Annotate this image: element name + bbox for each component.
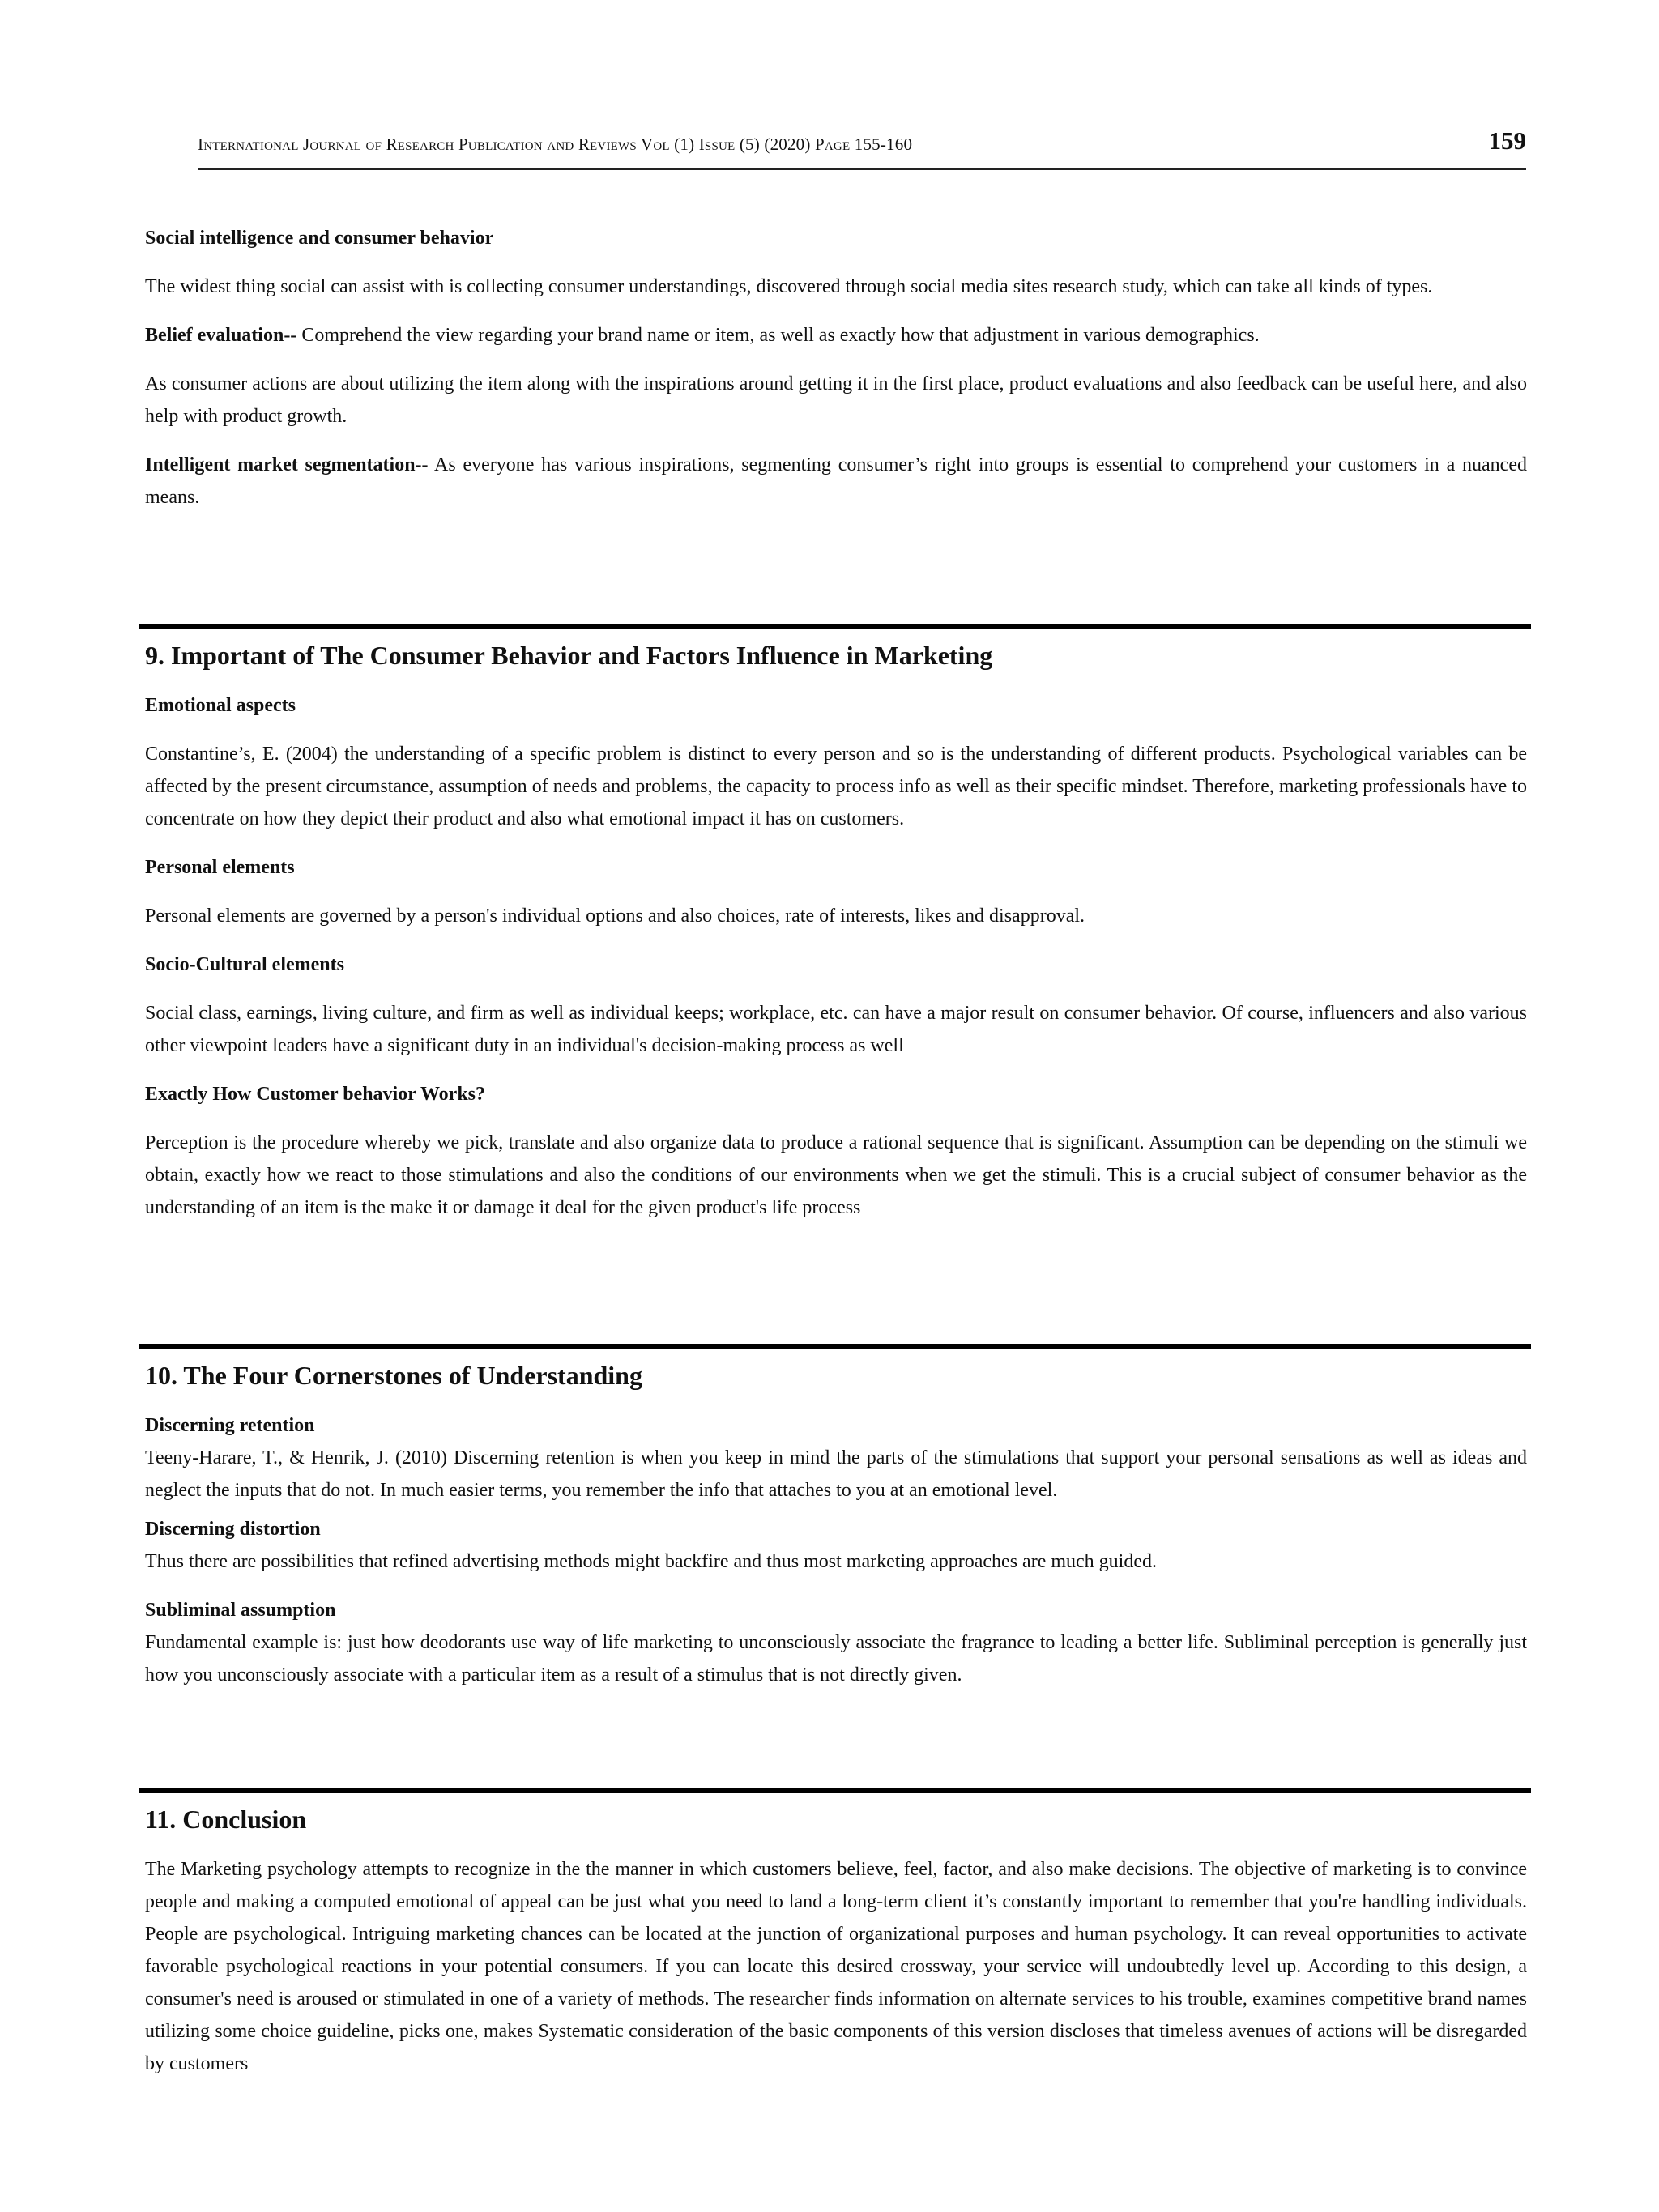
paragraph: Belief evaluation-- Comprehend the view regarding your brand name or item, as well as exactly how that adjustment in various demographics. (145, 325, 1260, 346)
section-9 (139, 624, 1531, 1224)
page-number: 159 (1488, 126, 1526, 155)
paragraph: Social class, earnings, living culture, and firm as well as individual keeps; workplace, etc. can have a major result on consumer behavior. Of course, influencers and also various other viewpoint leaders have a significant duty in an individual's decision-making process as well (145, 1003, 1527, 1056)
subsection-heading: Discerning distortion (145, 1519, 321, 1540)
section-rule (139, 1344, 1531, 1349)
paragraph: Personal elements are governed by a person's individual options and also choices, rate of interests, likes and disapproval. (145, 906, 1085, 927)
lead-term: Belief evaluation-- (145, 325, 297, 346)
section-title: 9. Important of The Consumer Behavior and Factors Influence in Marketing (145, 641, 993, 670)
paragraph: Perception is the procedure whereby we pick, translate and also organize data to produce a rational sequence that is significant. Assumption can be depending on the stimuli we obtain, exactly how we react to those stimulations and also the conditions of our environments when we get the stimuli. This is a crucial subject of consumer behavior as the understanding of an item is the make it or damage it deal for the given product's life process (145, 1132, 1527, 1218)
section-rule (139, 624, 1531, 629)
section-11 (139, 1788, 1531, 2080)
paragraph: Intelligent market segmentation-- As everyone has various inspirations, segmenting consumer’s right into groups is essential to comprehend your customers in a nuanced means. (145, 454, 1527, 508)
subsection-heading: Social intelligence and consumer behavior (145, 228, 494, 249)
paragraph: Thus there are possibilities that refined advertising methods might backfire and thus most marketing approaches are much guided. (145, 1551, 1157, 1572)
paragraph: The widest thing social can assist with is collecting consumer understandings, discovered through social media sites research study, which can take all kinds of types. (145, 276, 1433, 297)
lead-term: Intelligent market segmentation-- (145, 454, 429, 475)
paragraph: Constantine’s, E. (2004) the understanding of a specific problem is distinct to every person and so is the understanding of different products. Psychological variables can be affected by the present circumstance, assumption of needs and problems, the capacity to process info as well as their specific mindset. Therefore, marketing professionals have to concentrate on how they depict their product and also what emotional impact it has on customers. (145, 744, 1527, 829)
section-rule (139, 1788, 1531, 1793)
paragraph: As consumer actions are about utilizing the item along with the inspirations around getting it in the first place, product evaluations and also feedback can be useful here, and also help with product growth. (145, 373, 1527, 427)
section-10 (139, 1344, 1531, 1691)
paragraph: The Marketing psychology attempts to recognize in the the manner in which customers believe, feel, factor, and also make decisions. The objective of marketing is to convince people and making a computed emotional of appeal can be just what you need to land a long-term client it’s constantly important to remember that you're handling individuals. People are psychological. Intriguing marketing chances can be located at the junction of organizational purposes and human psychology. It can reveal opportunities to activate favorable psychological reactions in your potential consumers. If you can locate this desired crossway, your service will undoubtedly level up. According to this design, a consumer's need is aroused or stimulated in one of a variety of methods. The researcher finds information on alternate services to his trouble, examines competitive brand names utilizing some choice guideline, picks one, makes Systematic consideration of the basic components of this version discloses that timeless avenues of actions will be disregarded by customers (145, 1859, 1527, 2074)
journal-citation: International Journal of Research Publication and Reviews Vol (1) Issue (5) (2020) Page 155-160 (198, 134, 913, 154)
section-title: 10. The Four Cornerstones of Understanding (145, 1361, 642, 1390)
subsection-heading: Personal elements (145, 857, 295, 878)
running-header (198, 128, 1526, 170)
subsection-heading: Emotional aspects (145, 695, 296, 716)
section-title: 11. Conclusion (145, 1805, 307, 1834)
paragraph: Fundamental example is: just how deodorants use way of life marketing to unconsciously associate the fragrance to leading a better life. Subliminal perception is generally just how you unconsciously associate with a particular item as a result of a stimulus that is not directly given. (145, 1632, 1527, 1686)
subsection-heading: Subliminal assumption (145, 1600, 336, 1621)
subsection-heading: Socio-Cultural elements (145, 954, 344, 975)
subsection-heading: Exactly How Customer behavior Works? (145, 1084, 486, 1105)
paragraph: Teeny-Harare, T., & Henrik, J. (2010) Discerning retention is when you keep in mind the parts of the stimulations that support your personal sensations as well as ideas and neglect the inputs that do not. In much easier terms, you remember the info that attaches to you at an emotional level. (145, 1447, 1527, 1501)
intro-block (145, 222, 1527, 514)
subsection-heading: Discerning retention (145, 1415, 315, 1436)
